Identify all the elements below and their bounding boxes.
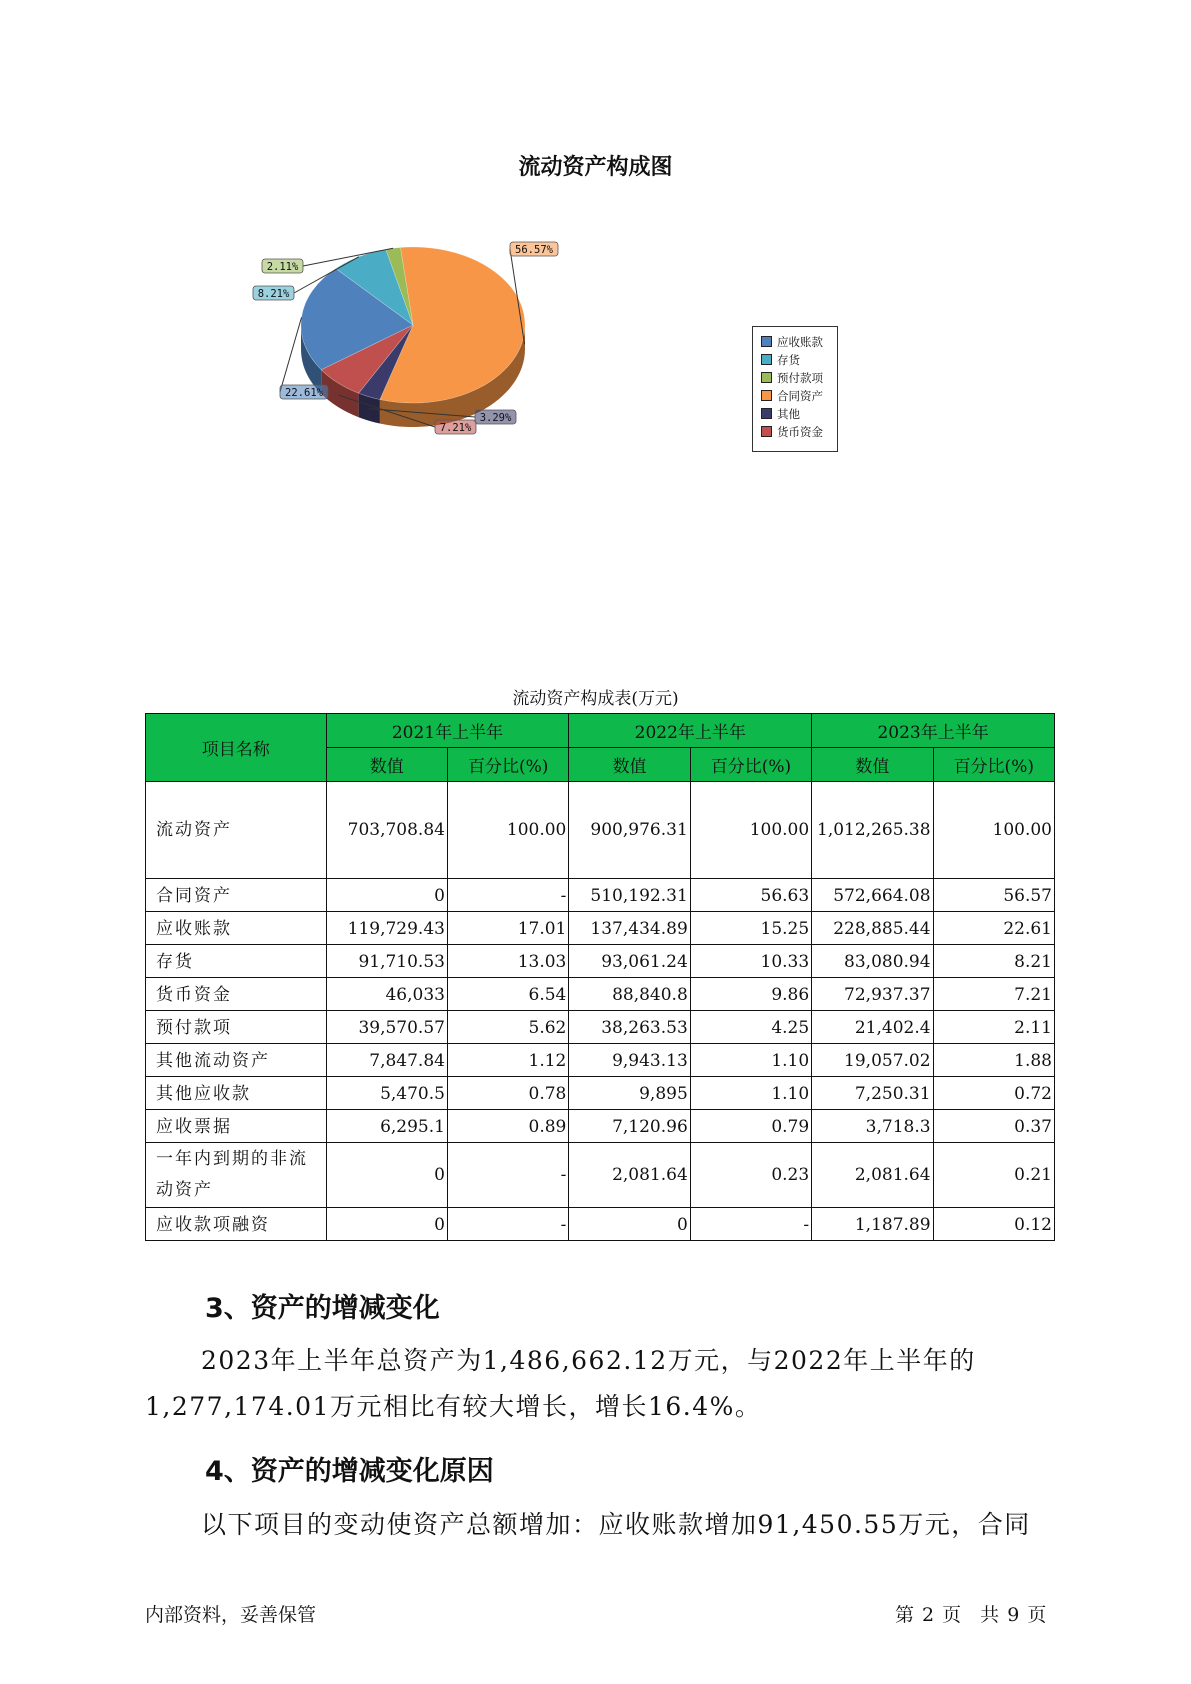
legend-item xyxy=(761,387,837,405)
table-row xyxy=(146,1143,1055,1208)
data-label: 2.11% xyxy=(266,261,299,273)
legend-swatch xyxy=(761,336,772,347)
cell-percent: 9.86 xyxy=(690,978,811,1011)
cell-value: 2,081.64 xyxy=(569,1143,690,1208)
legend-label: 货币资金 xyxy=(777,425,823,439)
legend-label: 预付款项 xyxy=(777,371,823,385)
row-label: 一年内到期的非流动资产 xyxy=(146,1143,327,1208)
cell-value: 572,664.08 xyxy=(812,879,933,912)
row-label: 其他流动资产 xyxy=(146,1044,327,1077)
row-label: 存货 xyxy=(146,945,327,978)
cell-value: 7,847.84 xyxy=(326,1044,447,1077)
row-label: 应收账款 xyxy=(146,912,327,945)
data-label: 22.61% xyxy=(285,387,323,399)
header-percent: 百分比(%) xyxy=(690,748,811,782)
cell-percent: - xyxy=(447,1208,568,1241)
legend-swatch xyxy=(761,372,772,383)
data-label: 8.21% xyxy=(257,288,290,300)
header-item-name: 项目名称 xyxy=(146,714,327,782)
row-label: 应收款项融资 xyxy=(146,1208,327,1241)
cell-percent: 4.25 xyxy=(690,1011,811,1044)
cell-percent: 56.57 xyxy=(933,879,1054,912)
cell-percent: 10.33 xyxy=(690,945,811,978)
footer-page-number: 第 2 页 共 9 页 xyxy=(895,1604,1047,1626)
legend-label: 存货 xyxy=(777,353,800,367)
cell-percent: 0.72 xyxy=(933,1077,1054,1110)
footer-confidential-note: 内部资料，妥善保管 xyxy=(145,1604,317,1626)
table-row xyxy=(146,945,1055,978)
cell-percent: 0.37 xyxy=(933,1110,1054,1143)
header-period: 2023年上半年 xyxy=(812,714,1055,748)
cell-value: 900,976.31 xyxy=(569,782,690,879)
cell-value: 2,081.64 xyxy=(812,1143,933,1208)
header-percent: 百分比(%) xyxy=(933,748,1054,782)
cell-value: 0 xyxy=(326,879,447,912)
table-row xyxy=(146,1044,1055,1077)
cell-percent: 1.88 xyxy=(933,1044,1054,1077)
header-period: 2021年上半年 xyxy=(326,714,569,748)
cell-percent: 0.21 xyxy=(933,1143,1054,1208)
cell-percent: 5.62 xyxy=(447,1011,568,1044)
table-row xyxy=(146,879,1055,912)
cell-value: 93,061.24 xyxy=(569,945,690,978)
cell-value: 38,263.53 xyxy=(569,1011,690,1044)
row-label: 流动资产 xyxy=(146,782,327,879)
table-row xyxy=(146,1077,1055,1110)
cell-value: 3,718.3 xyxy=(812,1110,933,1143)
row-label: 其他应收款 xyxy=(146,1077,327,1110)
section-paragraph: 以下项目的变动使资产总额增加：应收账款增加91,450.55万元，合同 xyxy=(201,1510,1031,1539)
legend-item xyxy=(761,423,837,441)
cell-value: 0 xyxy=(326,1143,447,1208)
cell-percent: - xyxy=(447,879,568,912)
cell-percent: 6.54 xyxy=(447,978,568,1011)
cell-percent: 22.61 xyxy=(933,912,1054,945)
cell-percent: 0.89 xyxy=(447,1110,568,1143)
pie-chart xyxy=(240,230,680,470)
cell-value: 7,120.96 xyxy=(569,1110,690,1143)
cell-percent: 1.10 xyxy=(690,1077,811,1110)
legend-label: 合同资产 xyxy=(777,389,823,403)
header-value: 数值 xyxy=(326,748,447,782)
cell-value: 9,895 xyxy=(569,1077,690,1110)
cell-percent: - xyxy=(447,1143,568,1208)
cell-value: 72,937.37 xyxy=(812,978,933,1011)
legend-swatch xyxy=(761,390,772,401)
cell-value: 1,187.89 xyxy=(812,1208,933,1241)
cell-value: 119,729.43 xyxy=(326,912,447,945)
chart-legend xyxy=(752,326,838,452)
cell-value: 83,080.94 xyxy=(812,945,933,978)
section-heading: 3、资产的增减变化 xyxy=(205,1293,440,1324)
table-row xyxy=(146,782,1055,879)
legend-swatch xyxy=(761,408,772,419)
cell-value: 91,710.53 xyxy=(326,945,447,978)
cell-value: 9,943.13 xyxy=(569,1044,690,1077)
cell-percent: 0.23 xyxy=(690,1143,811,1208)
cell-value: 21,402.4 xyxy=(812,1011,933,1044)
cell-percent: 2.11 xyxy=(933,1011,1054,1044)
section-paragraph: 2023年上半年总资产为1,486,662.12万元，与2022年上半年的1,277,174.01万元相比有较大增长，增长16.4%。 xyxy=(145,1346,976,1421)
table-row xyxy=(146,912,1055,945)
header-period: 2022年上半年 xyxy=(569,714,812,748)
header-value: 数值 xyxy=(812,748,933,782)
cell-percent: 0.79 xyxy=(690,1110,811,1143)
section-heading: 4、资产的增减变化原因 xyxy=(205,1456,494,1487)
cell-value: 1,012,265.38 xyxy=(812,782,933,879)
cell-percent: 7.21 xyxy=(933,978,1054,1011)
legend-label: 应收账款 xyxy=(777,335,823,349)
cell-value: 88,840.8 xyxy=(569,978,690,1011)
cell-percent: 13.03 xyxy=(447,945,568,978)
cell-percent: 0.12 xyxy=(933,1208,1054,1241)
cell-percent: 1.12 xyxy=(447,1044,568,1077)
current-assets-table xyxy=(145,713,1055,1241)
cell-value: 19,057.02 xyxy=(812,1044,933,1077)
legend-item xyxy=(761,351,837,369)
cell-percent: 8.21 xyxy=(933,945,1054,978)
cell-value: 6,295.1 xyxy=(326,1110,447,1143)
row-label: 货币资金 xyxy=(146,978,327,1011)
cell-percent: 100.00 xyxy=(690,782,811,879)
cell-percent: 56.63 xyxy=(690,879,811,912)
data-label: 3.29% xyxy=(479,412,512,424)
table-row xyxy=(146,1011,1055,1044)
data-label: 56.57% xyxy=(515,244,553,256)
cell-value: 137,434.89 xyxy=(569,912,690,945)
table-caption: 流动资产构成表(万元) xyxy=(512,689,679,709)
cell-value: 0 xyxy=(569,1208,690,1241)
legend-item xyxy=(761,405,837,423)
legend-item xyxy=(761,369,837,387)
cell-value: 703,708.84 xyxy=(326,782,447,879)
cell-value: 0 xyxy=(326,1208,447,1241)
cell-percent: 100.00 xyxy=(933,782,1054,879)
chart-title: 流动资产构成图 xyxy=(518,155,673,180)
cell-percent: 1.10 xyxy=(690,1044,811,1077)
table-row xyxy=(146,1208,1055,1241)
cell-percent: 15.25 xyxy=(690,912,811,945)
legend-label: 其他 xyxy=(777,407,800,421)
cell-value: 228,885.44 xyxy=(812,912,933,945)
leader-line xyxy=(280,317,302,392)
row-label: 合同资产 xyxy=(146,879,327,912)
table-row xyxy=(146,1110,1055,1143)
table-row xyxy=(146,978,1055,1011)
cell-percent: - xyxy=(690,1208,811,1241)
row-label: 预付款项 xyxy=(146,1011,327,1044)
header-percent: 百分比(%) xyxy=(447,748,568,782)
legend-item xyxy=(761,333,837,351)
cell-percent: 17.01 xyxy=(447,912,568,945)
data-label: 7.21% xyxy=(439,422,472,434)
row-label: 应收票据 xyxy=(146,1110,327,1143)
header-value: 数值 xyxy=(569,748,690,782)
legend-swatch xyxy=(761,354,772,365)
legend-swatch xyxy=(761,426,772,437)
cell-value: 510,192.31 xyxy=(569,879,690,912)
cell-value: 5,470.5 xyxy=(326,1077,447,1110)
cell-value: 39,570.57 xyxy=(326,1011,447,1044)
cell-percent: 0.78 xyxy=(447,1077,568,1110)
cell-value: 7,250.31 xyxy=(812,1077,933,1110)
cell-value: 46,033 xyxy=(326,978,447,1011)
cell-percent: 100.00 xyxy=(447,782,568,879)
